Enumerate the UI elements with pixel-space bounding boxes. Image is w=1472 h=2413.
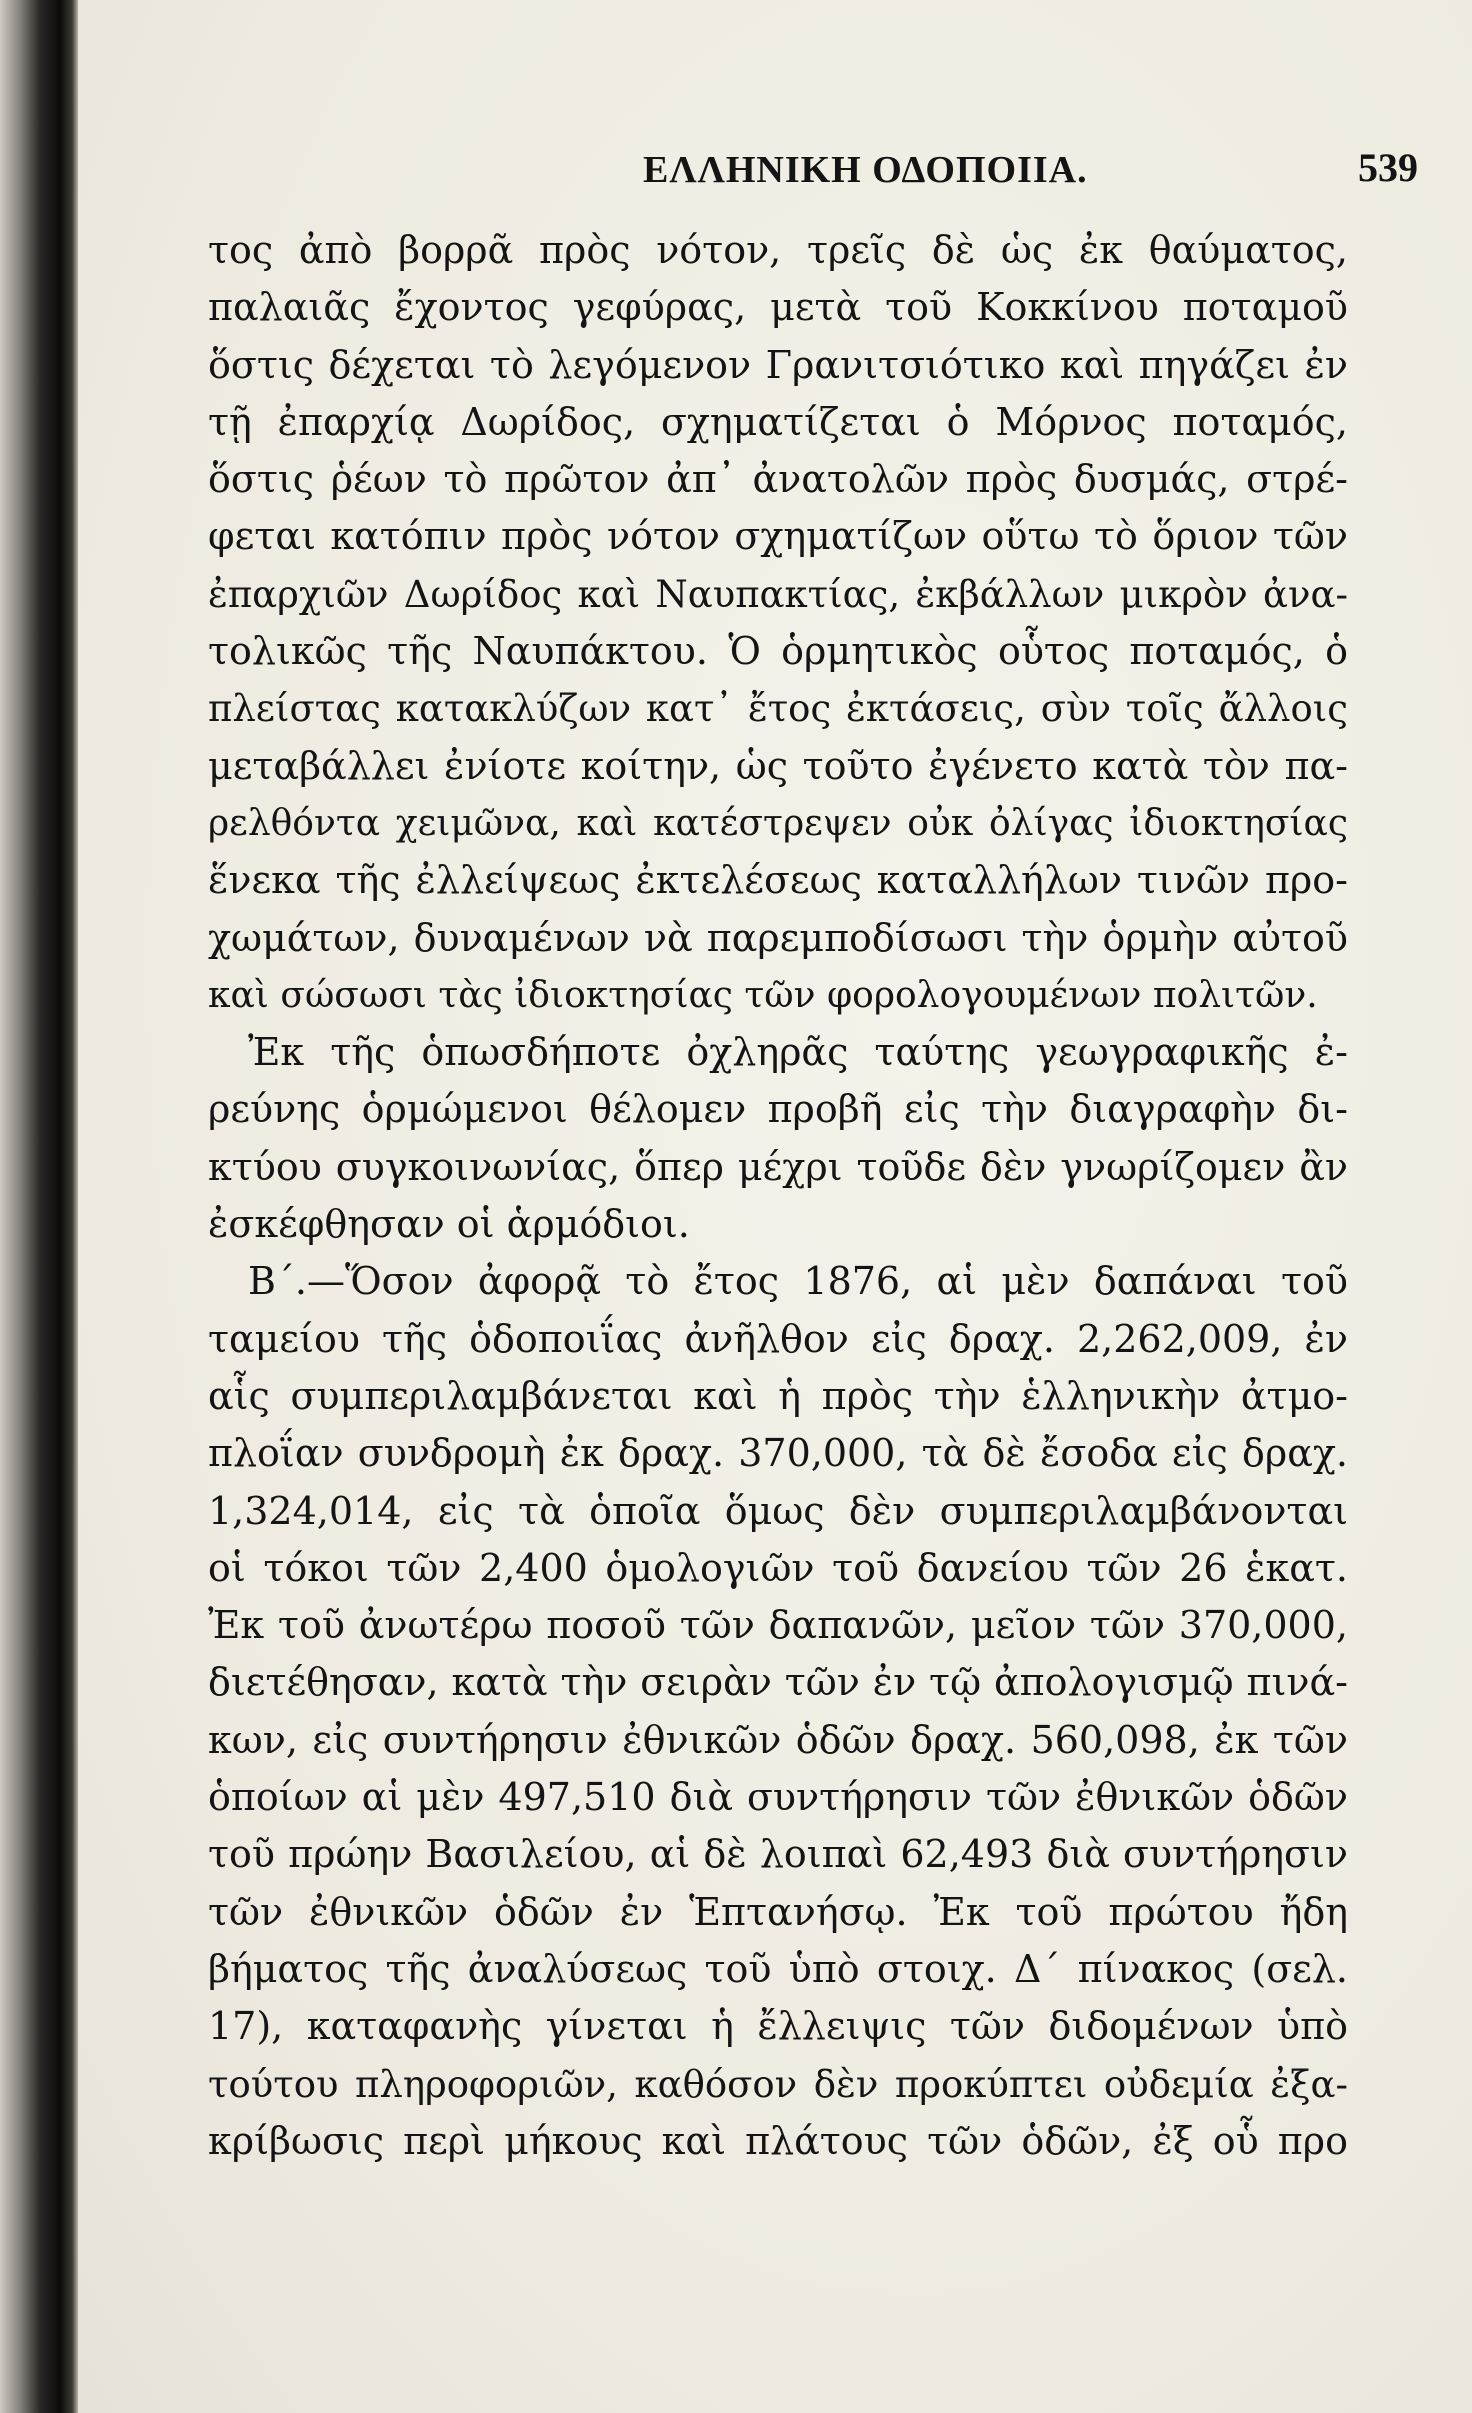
body-text (208, 222, 1348, 2170)
text-line: αἷς συμπεριλαμβάνεται καὶ ἡ πρὸς τὴν ἑλληνικὴν ἀτμο- (208, 1373, 1348, 1418)
book-spine-shadow (0, 0, 78, 2413)
text-line: οἱ τόκοι τῶν 2,400 ὁμολογιῶν τοῦ δανείου τῶν 26 ἑκατ. (208, 1545, 1348, 1590)
text-line: Ἐκ τῆς ὁπωσδήποτε ὀχληρᾶς ταύτης γεωγραφικῆς ἐ- (248, 1030, 1348, 1075)
text-line: χωμάτων, δυναμένων νὰ παρεμποδίσωσι τὴν ὁρμὴν αὐτοῦ (208, 915, 1348, 960)
text-line: ρεύνης ὁρμώμενοι θέλομεν προβῆ εἰς τὴν διαγραφὴν δι- (208, 1087, 1348, 1132)
text-line: ἕνεκα τῆς ἐλλείψεως ἐκτελέσεως καταλλήλων τινῶν προ- (208, 858, 1348, 903)
text-line: τῶν ἐθνικῶν ὁδῶν ἐν Ἑπτανήσῳ. Ἐκ τοῦ πρώτου ἤδη (208, 1889, 1348, 1934)
text-line: ὁποίων αἱ μὲν 497,510 διὰ συντήρησιν τῶν ἐθνικῶν ὁδῶν (208, 1775, 1348, 1820)
text-line: ὅστις δέχεται τὸ λεγόμενον Γρανιτσιότικο καὶ πηγάζει ἐν (208, 342, 1348, 387)
text-line: βήματος τῆς ἀναλύσεως τοῦ ὑπὸ στοιχ. Δ΄ πίνακος (σελ. (208, 1946, 1348, 1991)
text-line: παλαιᾶς ἔχοντος γεφύρας, μετὰ τοῦ Κοκκίνου ποταμοῦ (208, 285, 1348, 330)
text-line: ρελθόντα χειμῶνα, καὶ κατέστρεψεν οὐκ ὀλίγας ἰδιοκτησίας (208, 802, 1348, 844)
text-line: κρίβωσις περὶ μήκους καὶ πλάτους τῶν ὁδῶν, ἐξ οὗ προ (208, 2118, 1348, 2163)
text-line: Ἐκ τοῦ ἀνωτέρω ποσοῦ τῶν δαπανῶν, μεῖον τῶν 370,000, (208, 1603, 1348, 1648)
page-header (218, 138, 1418, 198)
text-line: τοῦ πρώην Βασιλείου, αἱ δὲ λοιπαὶ 62,493 διὰ συντήρησιν (208, 1832, 1348, 1877)
text-line: τῇ ἐπαρχίᾳ Δωρίδος, σχηματίζεται ὁ Μόρνος ποταμός, (208, 399, 1348, 444)
text-line: μεταβάλλει ἐνίοτε κοίτην, ὡς τοῦτο ἐγένετο κατὰ τὸν πα- (208, 743, 1348, 788)
text-line: 1,324,014, εἰς τὰ ὁποῖα ὅμως δὲν συμπεριλαμβάνονται (208, 1488, 1348, 1533)
running-title: ΕΛΛΗΝΙΚΗ ΟΔΟΠΟΙΙΑ. (643, 149, 1088, 191)
text-line: τος ἀπὸ βορρᾶ πρὸς νότον, τρεῖς δὲ ὡς ἐκ θαύματος, (208, 228, 1348, 272)
page-number: 539 (1358, 145, 1418, 190)
text-line: πλείστας κατακλύζων κατ᾽ ἔτος ἐκτάσεις, σὺν τοῖς ἄλλοις (208, 687, 1348, 731)
text-line: ἐσκέφθησαν οἱ ἁρμόδιοι. (208, 1202, 690, 1247)
text-line: πλοΐαν συνδρομὴ ἐκ δραχ. 370,000, τὰ δὲ ἔσοδα εἰς δραχ. (208, 1431, 1348, 1476)
text-line: Β΄.—Ὅσον ἀφορᾷ τὸ ἔτος 1876, αἱ μὲν δαπάναι τοῦ (248, 1259, 1348, 1304)
text-line: κτύου συγκοινωνίας, ὅπερ μέχρι τοῦδε δὲν γνωρίζομεν ἂν (208, 1144, 1348, 1189)
text-line: τολικῶς τῆς Ναυπάκτου. Ὁ ὁρμητικὸς οὗτος ποταμός, ὁ (208, 629, 1348, 674)
text-line: ὅστις ῥέων τὸ πρῶτον ἀπ᾽ ἀνατολῶν πρὸς δυσμάς, στρέ- (208, 457, 1348, 502)
text-line: ἐπαρχιῶν Δωρίδος καὶ Ναυπακτίας, ἐκβάλλων μικρὸν ἀνα- (208, 572, 1348, 616)
text-line: τούτου πληροφοριῶν, καθόσον δὲν προκύπτει οὐδεμία ἐξα- (208, 2062, 1348, 2106)
text-line: διετέθησαν, κατὰ τὴν σειρὰν τῶν ἐν τῷ ἀπολογισμῷ πινά- (208, 1660, 1348, 1705)
text-line: φεται κατόπιν πρὸς νότον σχηματίζων οὕτω τὸ ὅριον τῶν (208, 514, 1348, 559)
text-line: καὶ σώσωσι τὰς ἰδιοκτησίας τῶν φορολογουμένων πολιτῶν. (208, 974, 1318, 1016)
text-line: κων, εἰς συντήρησιν ἐθνικῶν ὁδῶν δραχ. 560,098, ἐκ τῶν (208, 1717, 1348, 1762)
text-line: ταμείου τῆς ὁδοποιΐας ἀνῆλθον εἰς δραχ. 2,262,009, ἐν (208, 1316, 1348, 1361)
text-line: 17), καταφανὴς γίνεται ἡ ἔλλειψις τῶν διδομένων ὑπὸ (208, 2004, 1348, 2049)
